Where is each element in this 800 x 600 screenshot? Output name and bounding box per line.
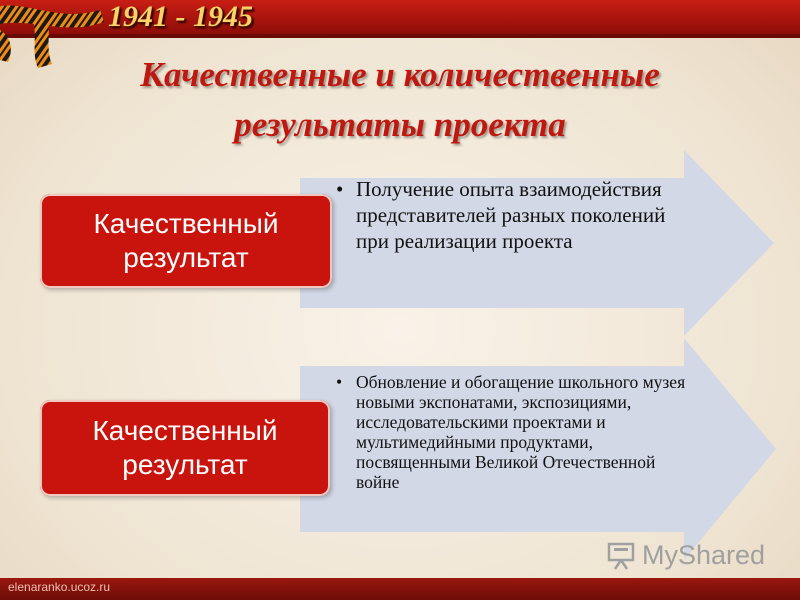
- result-bullet-1: • Получение опыта взаимодействия представителей разных поколений при реализации проекта: [336, 176, 676, 254]
- result-label-line2: результат: [122, 449, 248, 480]
- page-title-line2: результаты проекта: [234, 105, 566, 144]
- page-title-line1: Качественные и количественные: [140, 55, 660, 94]
- footer-bar: [0, 578, 800, 600]
- watermark-text: MyShared: [642, 539, 766, 570]
- result-label-line1: Качественный: [93, 208, 279, 239]
- presentation-board-icon: [606, 540, 636, 570]
- result-bullet-2: • Обновление и обогащение школьного музея новыми экспонатами, экспозициями, исследовательскими проектами и мультимедийными продуктами, посвященными Великой Отечественной войне: [336, 372, 696, 492]
- result-label-box-2: [40, 400, 330, 496]
- result-label-line2: результат: [123, 242, 249, 273]
- myshared-watermark: [606, 538, 776, 572]
- years-label: 1941 - 1945: [108, 0, 253, 33]
- result-label-line1: Качественный: [92, 415, 278, 446]
- footer-site: elenaranko.ucoz.ru: [8, 580, 111, 594]
- result-label-box-1: [40, 194, 332, 288]
- result-bullet-list-1: [336, 176, 676, 254]
- banner-stripe: [0, 34, 800, 38]
- result-bullet-list-2: [336, 372, 696, 492]
